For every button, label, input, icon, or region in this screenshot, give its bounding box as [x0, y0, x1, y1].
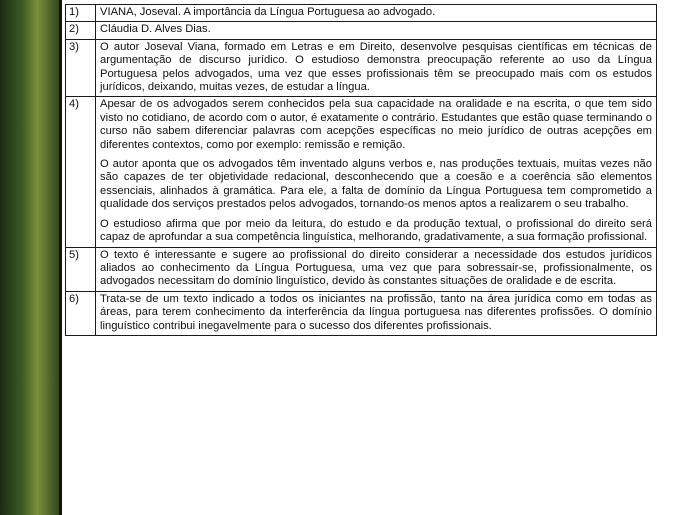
- text-cell: [96, 39, 657, 97]
- text-cell: [96, 97, 657, 247]
- row-number: 3): [66, 39, 96, 97]
- reference-cell: [96, 5, 657, 22]
- table-row: [66, 5, 657, 22]
- paragraph: O autor Joseval Viana, formado em Letras e em Direito, desenvolve pesquisas científicas em técnicas de argumentação de discurso jurídico. O estudioso demonstra preocupação referente ao uso da Língua Portuguesa pelos advogados, uma vez que esses profissionais têm se preocupado mais com os estudos jurídicos, deixando, muitas vezes, de estudar a língua.: [100, 40, 652, 94]
- row-number: 4): [66, 97, 96, 247]
- paragraph: O estudioso afirma que por meio da leitura, do estudo e da produção textual, o profissional do direito será capaz de aprofundar a sua competência linguística, melhorando, gradativamente, a sua formação profissional.: [100, 217, 652, 244]
- paragraph: Trata-se de um texto indicado a todos os iniciantes na profissão, tanto na área jurídica como em todas as áreas, para terem conhecimento da interferência da língua portuguesa nas diferentes profissões. O domínio linguístico contribui inegavelmente para o sucesso dos diferentes profissionais.: [100, 292, 652, 332]
- text-cell: [96, 291, 657, 335]
- row-number: 5): [66, 247, 96, 291]
- row-number: 1): [66, 5, 96, 22]
- row-number: 6): [66, 291, 96, 335]
- table-row: [66, 22, 657, 39]
- paragraph: Cláudia D. Alves Dias.: [100, 23, 211, 36]
- paragraph: VIANA, Joseval. A importância da Língua Portuguesa ao advogado.: [100, 6, 436, 18]
- row-number: 2): [66, 22, 96, 39]
- text-cell: [96, 247, 657, 291]
- paragraph: O autor aponta que os advogados têm inventado alguns verbos e, nas produções textuais, muitas vezes não são capazes de ter objetividade redacional, desconhecendo que a coesão e a coerência são elementos essenciais, alinhados à gramática. Para ele, a falta de domínio da Língua Portuguesa tem comprometido a qualidade dos serviços prestados pelos advogados, tornando-os menos aptos a realizarem o seu trabalho.: [100, 158, 652, 211]
- table-row: [66, 39, 657, 97]
- table-row: [66, 247, 657, 291]
- author-cell: [96, 22, 657, 39]
- background-image-strip: [0, 0, 62, 515]
- table-row: [66, 97, 657, 247]
- paragraph: Apesar de os advogados serem conhecidos pela sua capacidade na oralidade e na escrita, o que tem sido visto no cotidiano, de acordo com o autor, é exatamente o contrário. Estudantes que estão quase terminando o curso não sabem diferenciar palavras com acepções específicas no meio jurídico de outras acepções em diferentes contextos, como por exemplo: remissão e remição.: [100, 98, 652, 151]
- review-table: [65, 4, 657, 336]
- table-row: [66, 291, 657, 335]
- paragraph: O texto é interessante e sugere ao profissional do direito considerar a necessidade dos estudos jurídicos aliados ao conhecimento da Língua Portuguesa, uma vez que para sobressair-se, profissionalmente, os advogados necessitam do domínio linguístico, devido às constantes situações de oralidade e de escrita.: [100, 248, 652, 288]
